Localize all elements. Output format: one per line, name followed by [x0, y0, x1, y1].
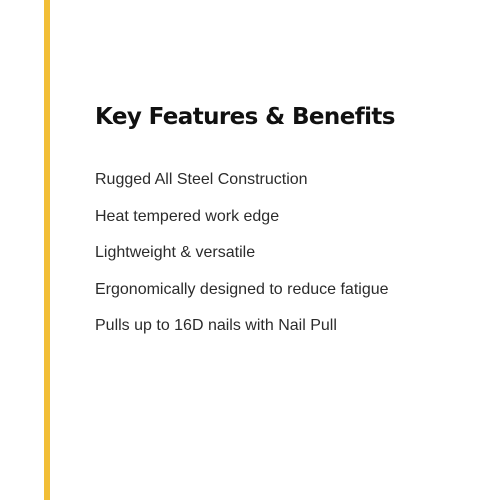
feature-item: Lightweight & versatile	[95, 244, 256, 261]
feature-item: Pulls up to 16D nails with Nail Pull	[95, 317, 337, 334]
feature-item: Ergonomically designed to reduce fatigue	[95, 280, 389, 298]
feature-item: Heat tempered work edge	[95, 207, 280, 225]
accent-bar	[44, 0, 50, 500]
feature-item: Rugged All Steel Construction	[95, 171, 308, 188]
feature-list	[95, 168, 389, 351]
section-title: Key Features & Benefits	[95, 104, 395, 130]
